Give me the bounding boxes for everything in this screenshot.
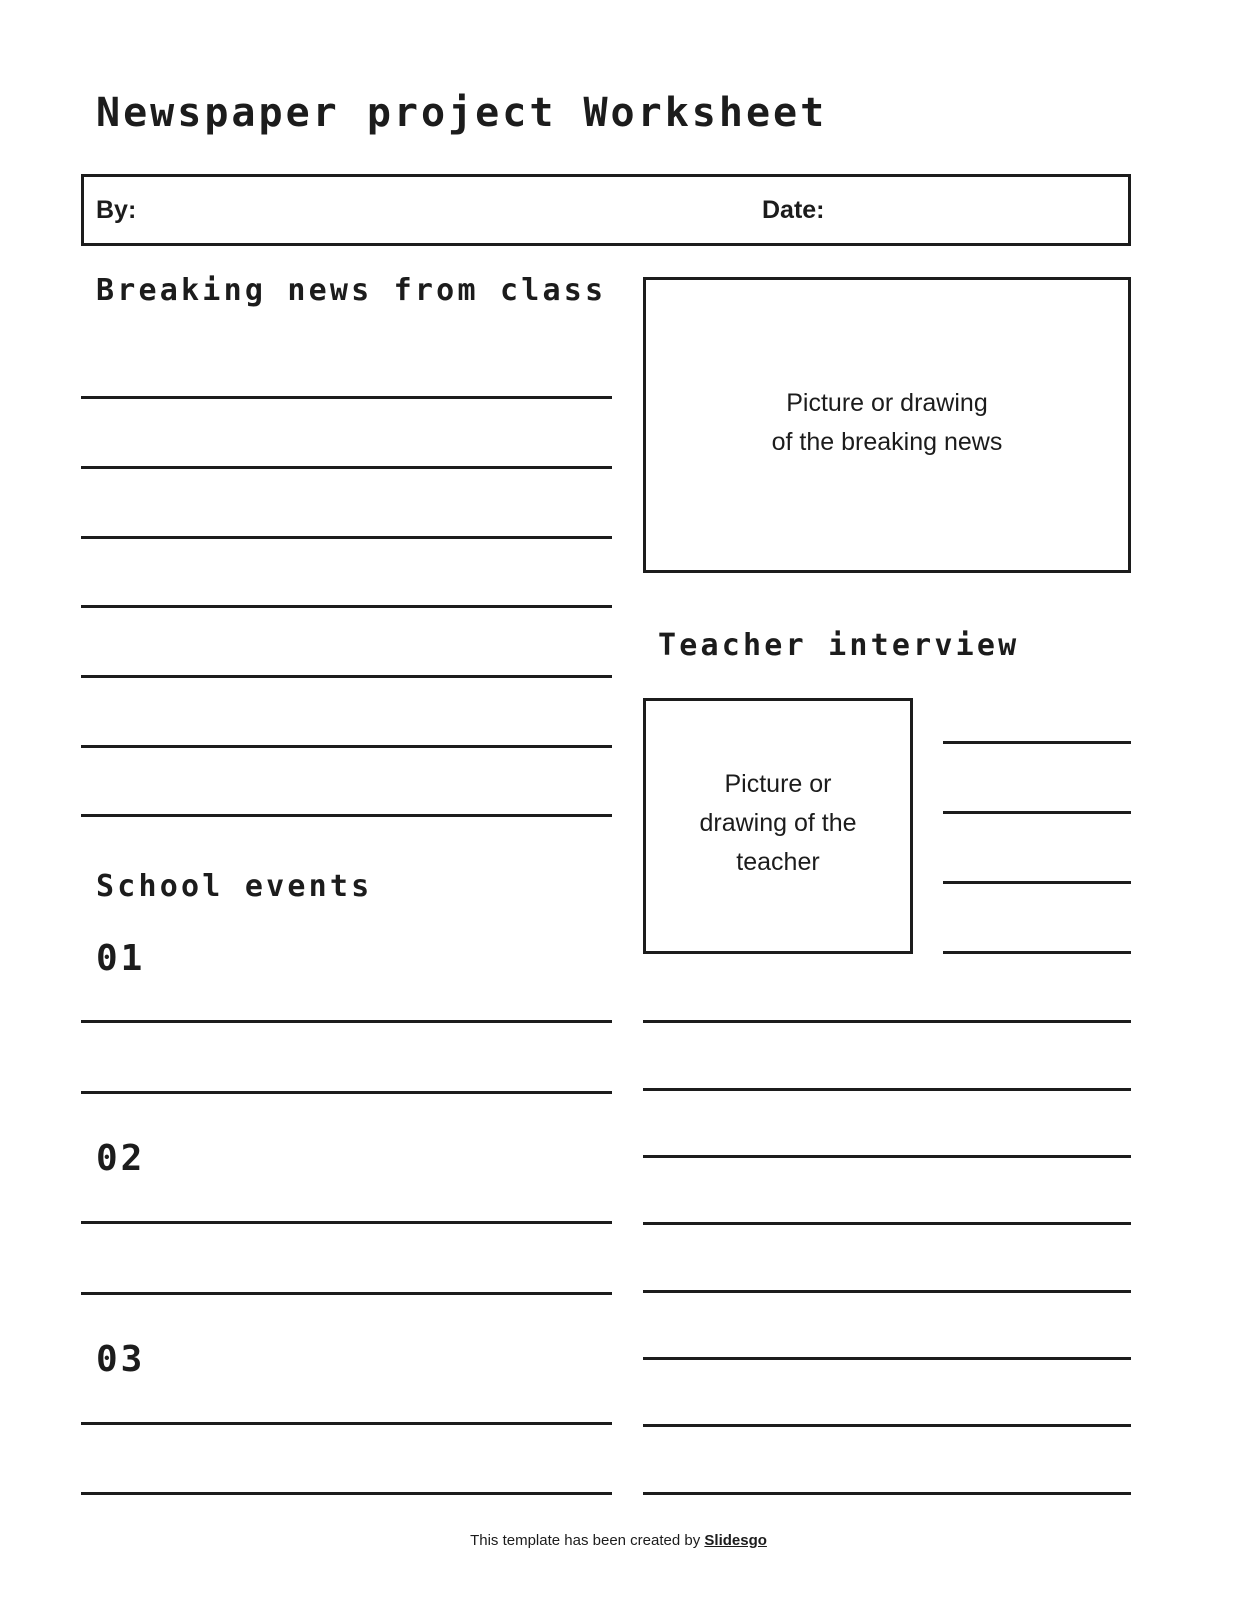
- by-label: By:: [96, 196, 137, 224]
- writing-line[interactable]: [81, 814, 612, 817]
- breaking-news-heading: Breaking news from class: [96, 273, 607, 308]
- writing-line[interactable]: [81, 1221, 612, 1224]
- writing-line[interactable]: [81, 1492, 612, 1495]
- writing-line[interactable]: [943, 951, 1131, 954]
- caption-line: Picture or: [724, 770, 832, 798]
- writing-line[interactable]: [643, 1155, 1131, 1158]
- slidesgo-link[interactable]: Slidesgo: [704, 1532, 767, 1549]
- name-date-box: [81, 174, 1131, 246]
- writing-line[interactable]: [643, 1088, 1131, 1091]
- footer-text: This template has been created by: [470, 1532, 705, 1549]
- writing-line[interactable]: [81, 466, 612, 469]
- writing-line[interactable]: [643, 1424, 1131, 1427]
- teacher-interview-heading: Teacher interview: [658, 628, 1020, 663]
- writing-line[interactable]: [81, 536, 612, 539]
- writing-line[interactable]: [943, 741, 1131, 744]
- event-number-02: 02: [96, 1138, 146, 1179]
- page-title: Newspaper project Worksheet: [96, 90, 828, 136]
- date-label: Date:: [762, 196, 825, 224]
- writing-line[interactable]: [81, 1091, 612, 1094]
- caption-line: teacher: [736, 848, 820, 876]
- writing-line[interactable]: [81, 1422, 612, 1425]
- writing-line[interactable]: [81, 396, 612, 399]
- writing-line[interactable]: [81, 1292, 612, 1295]
- breaking-news-picture-caption: [643, 384, 1131, 462]
- footer-credit: [0, 1532, 1237, 1549]
- event-number-03: 03: [96, 1339, 146, 1380]
- caption-line: drawing of the: [699, 809, 857, 837]
- writing-line[interactable]: [81, 675, 612, 678]
- writing-line[interactable]: [643, 1357, 1131, 1360]
- event-number-01: 01: [96, 938, 146, 979]
- writing-line[interactable]: [643, 1492, 1131, 1495]
- writing-line[interactable]: [81, 605, 612, 608]
- caption-line: Picture or drawing: [786, 389, 988, 417]
- writing-line[interactable]: [643, 1222, 1131, 1225]
- writing-line[interactable]: [81, 745, 612, 748]
- writing-line[interactable]: [943, 881, 1131, 884]
- writing-line[interactable]: [643, 1020, 1131, 1023]
- caption-line: of the breaking news: [771, 428, 1003, 456]
- writing-line[interactable]: [81, 1020, 612, 1023]
- teacher-picture-caption: [643, 765, 913, 882]
- writing-line[interactable]: [643, 1290, 1131, 1293]
- school-events-heading: School events: [96, 869, 373, 904]
- writing-line[interactable]: [943, 811, 1131, 814]
